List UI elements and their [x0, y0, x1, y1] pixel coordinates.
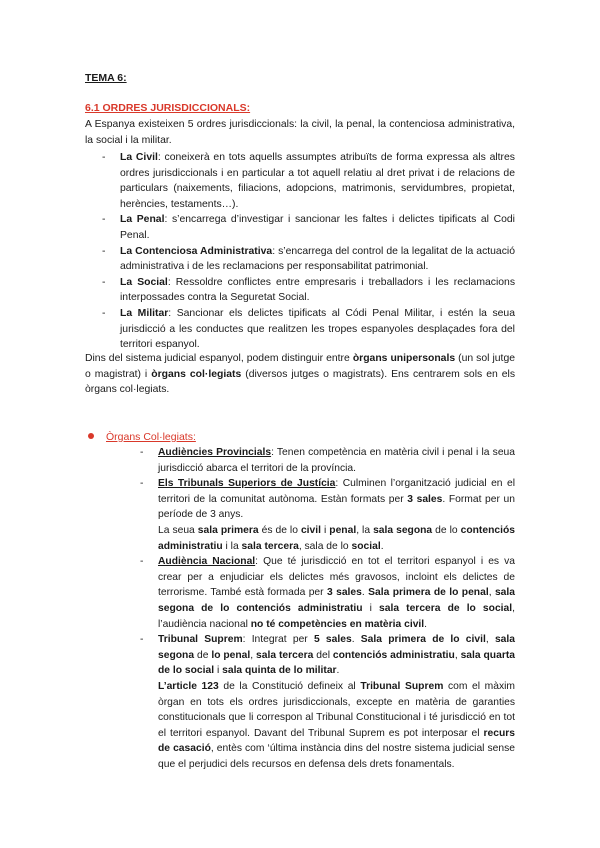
ordres-list: [102, 150, 515, 353]
list-item-ts: - Tribunal Suprem: Integrat per 5 sales. Sala primera de lo civil, sala segona de lo penal, sala tercera del contenciós administratiu, sala quarta de lo social i sala quinta de lo militar. L’article 123 de la Constitució defineix al Tribunal Suprem com el màxim òrgan en tots els ordres jurisdiccionals, excepte en matèria de garanties constitucionals que li correspon al Tribunal Constitucional i té jurisdicció en tot el territori espanyol. Davant del Tribunal Suprem es pot interposar el recurs de casació, entès com ‘última instància dins del nostre sistema judicial sense que el perjudici dels recursos en defensa dels drets fonamentals.: [140, 632, 515, 772]
term: La Penal: [120, 214, 165, 226]
organs-list: [140, 445, 515, 772]
term: La Militar: [120, 307, 169, 319]
list-item-tsj: - Els Tribunals Superiors de Justícia: Culminen l’organització judicial en el territori de la comunitat autònoma. Estàn formats per 3 sales. Format per un període de 3 anys. La seua sala primera és de lo civil i penal, la sala segona de lo contenciós administratiu i la sala tercera, sala de lo social.: [140, 476, 515, 554]
dins-paragraph: Dins del sistema judicial espanyol, podem distinguir entre òrgans unipersonals (un sol jutge o magistrat) i òrgans col·legiats (diversos jutges o magistrats). Ens centrarem sols en els òrgans col·legiats.: [85, 353, 516, 396]
section-title: 6.1 ORDRES JURISDICCIONALS:: [85, 102, 251, 114]
term: La Social: [120, 276, 168, 288]
list-item: - La Militar: Sancionar els delictes tipificats al Códi Penal Militar, i estén la seua jurisdicció a les conductes que realitzen les tropes espanyoles desplaçades fora del territori espanyol.: [102, 306, 515, 353]
intro-paragraph: A Espanya existeixen 5 ordres jurisdiccionals: la civil, la penal, la contenciosa administrativa, la social i la militar.: [85, 119, 515, 146]
list-item-audiencies: - Audiències Provincials: Tenen competència en matèria civil i penal i la seua jurisdicció abarca el territori de la província.: [140, 445, 515, 476]
page-heading: TEMA 6:: [85, 72, 127, 84]
list-item: - La Penal: s’encarrega d’investigar i sancionar les faltes i delictes tipificats al Codi Penal.: [102, 212, 515, 243]
list-item: - La Civil: coneixerà en tots aquells assumptes atribuïts de forma expressa als altres ordres jurisdiccionals i en particular a tot aquell relatiu al dret privat i de relacions de particulars (naixements, filiacions, adopcions, matrimonis, servidumbres, propietat, herències, testaments…).: [102, 150, 515, 212]
list-item: - La Contenciosa Administrativa: s’encarrega del control de la legalitat de la actuació administrativa i de les reclamacions per responsabilitat patrimonial.: [102, 244, 515, 275]
list-item: - La Social: Ressoldre conflictes entre empresaris i treballadors i les reclamacions interpossades contra la Seguretat Social.: [102, 275, 515, 306]
term: La Civil: [120, 152, 158, 163]
bullet-icon: [88, 433, 94, 439]
list-item-an: - Audiència Nacional: Que té jurisdicció en tot el territori espanyol i es va crear per a enjudiciar els delictes més gravosos, incloint els delictes de terrorisme. També està formada per 3 sales. Sala primera de lo penal, sala segona de lo contenciós administratiu i sala tercera de lo social, l’audiència nacional no té competències en matèria civil.: [140, 554, 515, 632]
term: La Contenciosa Administrativa: [120, 245, 273, 257]
organs-heading: Òrgans Col·legiats:: [88, 431, 196, 443]
